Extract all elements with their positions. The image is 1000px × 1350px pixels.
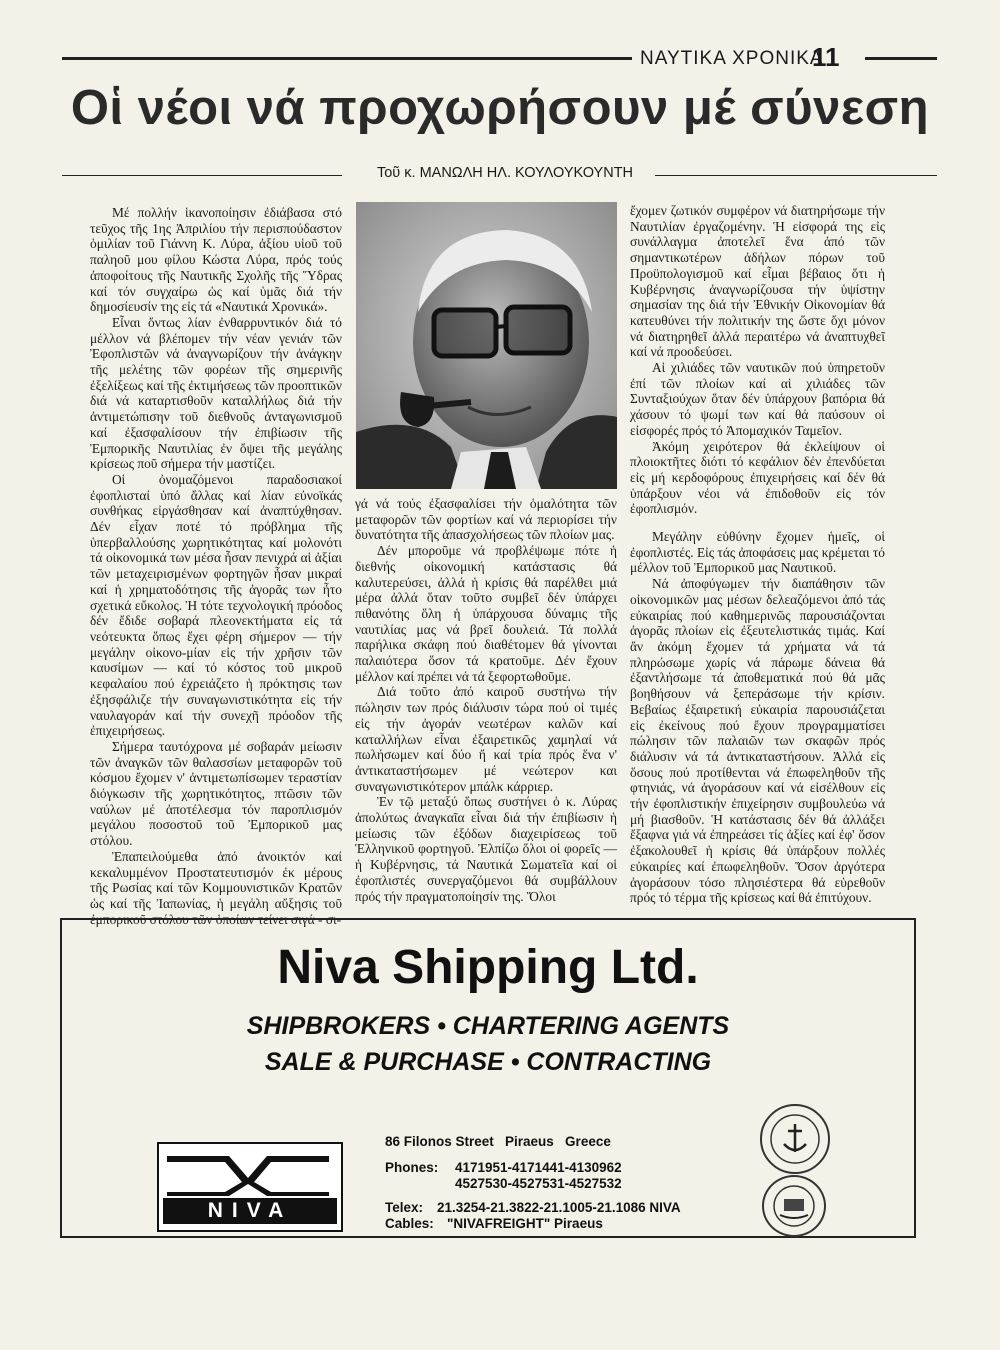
header-rule-left — [62, 57, 632, 60]
article-column-2 — [355, 496, 617, 904]
publication-name: ΝΑΥΤΙΚΑ ΧΡΟΝΙΚΑ — [640, 48, 824, 69]
niva-logo-text: NIVA — [163, 1198, 337, 1224]
ad-phones-label: Phones: — [385, 1160, 439, 1175]
ad-services-line-2: SALE & PURCHASE • CONTRACTING — [264, 1048, 712, 1076]
paragraph: Μεγάλην εὐθύνην ἔχομεν ἡμεῖς, οἱ ἐφοπλιστές. Εἰς τάς ἀποφάσεις μας κρέμεται τό μέλλον τοῦ Ἐμπορικοῦ μας Ναυτικοῦ. — [630, 529, 885, 576]
paragraph: Αἱ χιλιάδες τῶν ναυτικῶν πού ὑπηρετοῦν ἐπί τῶν πλοίων καί αἱ χιλιάδες τῶν Συνταξιούχων ὅταν δέν ὑπάρχουν βαπόρια θά χάσουν τό ψωμί των καί θά παύσουν οἱ εἰσφορές πρός τό Ἀπομαχικόν Ταμεῖον. — [630, 360, 885, 438]
chamber-seal-icon — [762, 1175, 826, 1237]
paragraph: Νά ἀποφύγωμεν τήν διαπάθησιν τῶν οἰκονομικῶν μας μέσων δελεαζόμενοι ἀπό τάς εὐκαιρίας πού καθημερινῶς παρουσιάζονται ἀγορᾶς πλοίων εἰς ἐξευτελιστικάς τιμάς. Καί ἄν ἀκόμη ἔχομεν τά χρήματα νά τά πληρώσωμε χωρίς νά πάρωμε δάνεια θά ἐξαντλήσωμε τά ἀποθεματικά πού θά μᾶς βοηθήσουν νά ξεπεράσωμε τήν κρίσιν. Βεβαίως ἐξαιρετική εὐκαιρία παρουσιάζεται εἰς ἐκείνους πού ἔχουν προγραμματίσει πώλησιν τῶν παλαιῶν των σκαφῶν πρός διάλυσιν νά τά ἀντικαταστήσουν. Ἀλλά εἰς ὅσους πού προτίθενται νά ἐπωφεληθοῦν τῆς φτηνιάς, νά ἀγοράσουν καί νά εἰσέλθουν εἰς τήν ἐφοπλιστικήν ἐπιχείρησιν συμβουλεύω νά μή βιασθοῦν. Ἡ κατάστασις δέν θά ἀλλάξει ἔξαφνα γιά νά ἐπηρεάσει τίς ἀξίες καί ἐφ' ὅσον ἐξακολουθεῖ ἡ κρίσις θά ὑπάρξουν πολλές εὐκαιρίες καί ἐπωφεληθοῦν. Ὅσον ἀργότερα ἀγοράσουν τόσο πλησιέστερα θά εὑρεθοῦν πρός τό τέρμα τῆς κρίσεως καί θά ἐπιτύχουν. — [630, 576, 885, 906]
ad-cables: "NIVAFREIGHT" Piraeus — [447, 1216, 603, 1231]
paragraph: Ἀκόμη χειρότερον θά ἐκλείψουν οἱ πλοιοκτῆτες διότι τό κεφάλιον δέν ἐπενδύεται εἰς μή κερδοφόρους ἐπιχειρήσεις καί δέν θά ὑπάρξουν νέοι νά ἐπιδοθοῦν εἰς τόν ἐφοπλισμόν. — [630, 438, 885, 517]
ad-company-name: Niva Shipping Ltd. — [277, 941, 699, 994]
article-column-1 — [90, 205, 342, 927]
ad-services-line-1: SHIPBROKERS • CHARTERING AGENTS — [246, 1012, 730, 1040]
ad-cables-label: Cables: — [385, 1216, 434, 1231]
byline-rule-right — [655, 175, 937, 176]
ad-telex: 21.3254-21.3822-21.1005-21.1086 NIVA — [437, 1200, 681, 1215]
byline: Τοῦ κ. ΜΑΝΩΛΗ ΗΛ. ΚΟΥΛΟΥΚΟΥΝΤΗ — [376, 165, 634, 181]
article-column-3 — [630, 203, 885, 906]
advertisement-box — [60, 918, 916, 1238]
paragraph: Ἐν τῷ μεταξύ ὅπως συστήνει ὁ κ. Λύρας ἀπολύτως ἀναγκαῖα εἶναι διά τήν ἐπιβίωσιν ἡ μείωσις τῶν ἐξόδων διαχειρίσεως τοῦ Ἑλληνικοῦ φορτηγοῦ. Ἐλπίζω ὅλοι οἱ φορεῖς — ἡ Κυβέρνησις, τά Ναυτικά Σωματεῖα καί οἱ ἐφοπλιστές συνεργαζόμενοι θά συμβάλλουν πρός τήν πραγματοποίησίν της. Ὅλοι — [355, 794, 617, 904]
ad-phones-1: 4171951-4171441-4130962 — [455, 1160, 622, 1175]
paragraph: Σήμερα ταυτόχρονα μέ σοβαράν μείωσιν τῶν ἀναγκῶν τῶν θαλασσίων μεταφορῶν τοῦ κόσμου ἔχομεν ν' ἀντιμετωπίσωμεν τεραστίαν διόγκωσιν τῆς χωρητικότητος, πτῶσιν τῶν ναύλων μέ ἀποτέλεσμα τόν παροπλισμόν μεγάλου ποσοστοῦ τοῦ Ἐμπορικοῦ μας στόλου. — [90, 738, 342, 849]
paragraph: Οἱ ὀνομαζόμενοι παραδοσιακοί ἐφοπλισταί ὑπό ἄλλας καί λίαν εὐνοϊκάς συνθήκας εἰργάσθησαν καί ἀναπτύχθησαν. Δέν εἶχαν ποτέ τό πρόβλημα τῆς ὑπερβαλλούσης χωρητικότητας καί μολονότι τά οἰκονομικά των μέσα ἦσαν πενιχρά αἱ ἀξίαι τῶν μεταχειρισμένων φορτηγῶν ἦσαν μικραί καί ἡ χρηματοδότησις τῆς ἀγορᾶς των ἦτο σχετικά εὔκολος. Ἡ τότε τεχνολογική πρόοδος δέν ἔδιδε σοβαρά πλεονεκτήματα εἰς τά νεότευκτα ὅπως ἔχει φέρη σήμερον — τήν μεγάλην οἰκονο-μίαν εἰς τήν χρῆσιν τῶν καυσίμων — καί τό κόστος τοῦ μικροῦ κεφαλαίου πού ἐχρειάζετο ἡ πρόκτησις των ἐξησφάλιζε τήν συναγωνιστικότητα εἰς τήν ναυλαγοράν καί τήν συνεχῆ πρόοδον τῆς ἐπιχειρήσεως. — [90, 471, 342, 739]
byline-rule-left — [62, 175, 342, 176]
paragraph: Διά τοῦτο ἀπό καιροῦ συστήνω τήν πώλησιν των πρός διάλυσιν τώρα πού οἱ τιμές εἰς τήν ἀγοράν νεωτέρων καλῶν καί καταλλήλων εἶναι ἐξαιρετικῶς χαμηλαί νά πωλήσωμεν καί δύο ἤ καί τρία πρός ἕνα ν' ἀντικαταστήσωμεν μέ νεώτερον και συναγωνιστικότερον μπάλκ κάρριερ. — [355, 684, 617, 794]
niva-logo-mark-icon — [159, 1148, 337, 1198]
author-portrait-photo — [356, 202, 617, 489]
page-number: 11 — [812, 42, 840, 72]
shipbrokers-association-seal-icon — [760, 1104, 830, 1174]
ad-phones-2: 4527530-4527531-4527532 — [455, 1176, 622, 1191]
article-headline: Οἱ νέοι νά προχωρήσουν μέ σύνεση — [70, 81, 930, 135]
paragraph: γά νά τούς ἐξασφαλίσει τήν ὁμαλότητα τῶν μεταφορῶν τῶν φορτίων καί νά περιορίσει τήν δυνατότητα τῆς ἀπασχολήσεως τῶν πλοίων μας. — [355, 496, 617, 543]
paragraph: Δέν μποροῦμε νά προβλέψωμε πότε ἡ διεθνής οἰκονομική κατάστασις θά καλυτερεύσει, ἀλλά ἡ κρίσις θά παρέλθει μιά μέρα ἀλλά ὅταν τοῦτο συμβεῖ δέν ὑπάρχει πιθανότης ὅλη ἡ ὑπάρχουσα δύναμις τῆς ναυτιλίας μας νά βρεῖ δουλειά. Τά πολλά παρήλικα σκάφη πού διαθέτομεν θά γίνονται παλαιότερα ὅσον τά κρατοῦμε. Δέν ἔχουν μέλλον καί πρέπει νά τά ξεφορτωθοῦμε. — [355, 543, 617, 684]
paragraph: Ἐπαπειλούμεθα ἀπό ἀνοικτόν καί κεκαλυμμένον Προστατευτισμόν ἐκ μέρους τῆς Ρωσίας καί τῶν Κομμουνιστικῶν Κρατῶν ὡς καί τῆς Ἰαπωνίας, ἡ μεγάλη αὔξησις τοῦ ἐμπορικοῦ στόλου τῶν ὁποίων τείνει σιγά - σι- — [90, 848, 342, 927]
paragraph: ἔχομεν ζωτικόν συμφέρον νά διατηρήσωμε τήν Ναυτιλίαν ἐργαζομένην. Ἡ εἰσφορά της εἰς συνάλλαγμα ἀποτελεῖ ἕνα ἀπό τῶν σημαντικωτέρων ἀδήλων πόρων τοῦ Προϋπολογισμοῦ καί εἶμαι βέβαιος ὅτι ἡ Κυβέρνησις ἀναγνωρίζουσα τήν ὑψίστην σημασίαν της διά τήν Ἐθνικήν Οἰκονομίαν θά κατευθύνει τήν πολιτικήν της ὥστε ὄχι μόνον νά διατηρηθεῖ ἀλλά περαιτέρω νά ἀναπτυχθεῖ καί νά προοδεύσει. — [630, 203, 885, 360]
ad-address: 86 Filonos Street Piraeus Greece — [385, 1134, 611, 1149]
paragraph: Μέ πολλήν ἱκανοποίησιν ἐδιάβασα στό τεῦχος τῆς 1ης Ἀπριλίου τήν περισπούδαστον ὁμιλίαν τοῦ Γιάννη Κ. Λύρα, ἀξίου υἱοῦ τοῦ παληοῦ μου φίλου Κώστα Λύρα, πρός τούς ἀποφοίτους τῆς Ναυτικῆς Σχολῆς τῆς Ὕδρας καί τόν συγχαίρω ὡς καί ὑμᾶς διά τήν δημοσίευσίν της εἰς τά «Ναυτικά Χρονικά». — [90, 205, 342, 315]
niva-logo — [157, 1142, 343, 1232]
paragraph: Εἶναι ὄντως λίαν ἐνθαρρυντικόν διά τό μέλλον νά βλέπομεν τήν νέαν γενιάν τῶν Ἐφοπλιστῶν νά ἀναγνωρίζουν τήν ἀνάγκην τῆς μελέτης τῶν φορέων τῆς σημερινῆς ἐξελίξεως καί τῆς ἐκτιμήσεως τῶν προοπτικῶν διά νά καταρτισθοῦν καταλλήλως διά τήν ἀντιμετώπισην τοῦ διεθνοῦς ἀνταγωνισμοῦ καί ἐξασφαλίσουν τήν ἐπιβίωσιν τῆς Ἐμπορικῆς Ναυτιλίας ἐν ὄψει τῆς μεγάλης κρίσεως ποῦ σήμερα τήν μαστίζει. — [90, 314, 342, 472]
ad-telex-label: Telex: — [385, 1200, 424, 1215]
header-rule-right — [865, 57, 937, 60]
